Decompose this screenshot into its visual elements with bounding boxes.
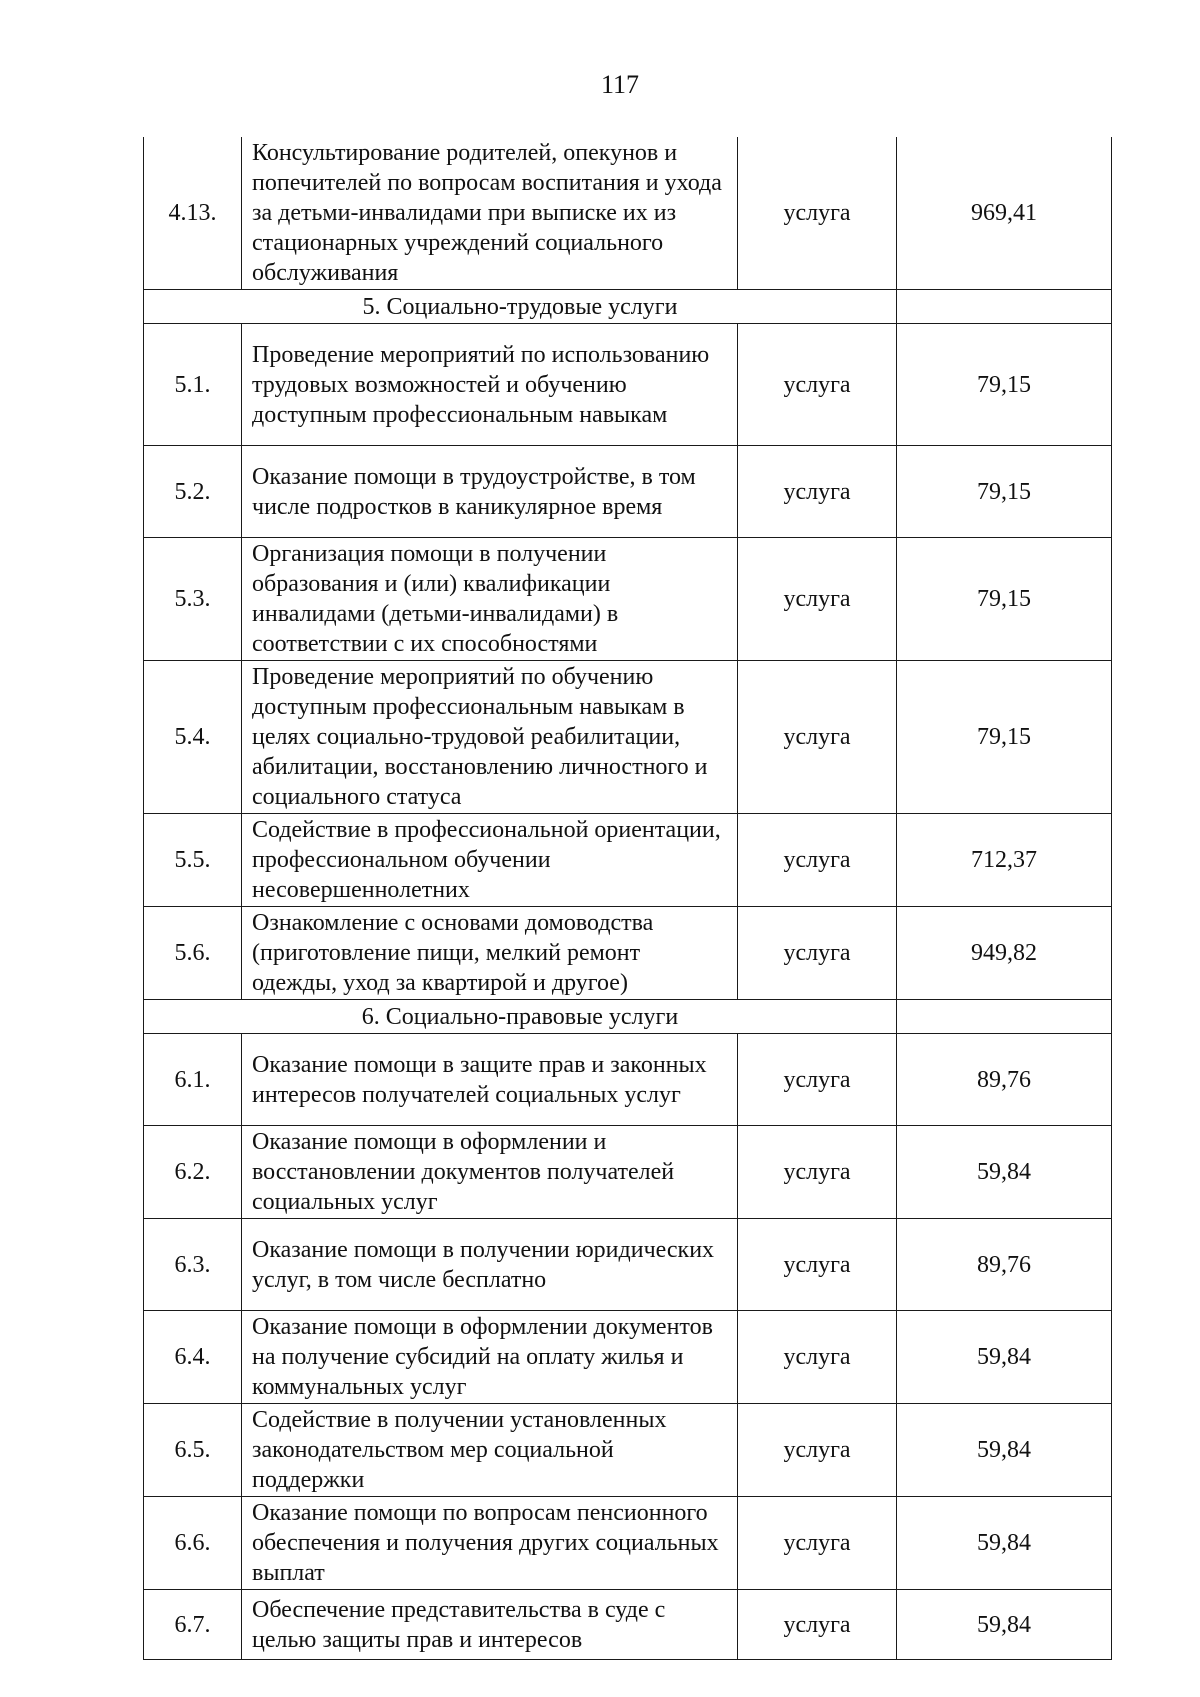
table-row bbox=[144, 1126, 1112, 1219]
service-price: 79,15 bbox=[897, 446, 1112, 538]
services-price-table bbox=[143, 137, 1112, 1660]
unit-of-measure: услуга bbox=[738, 1497, 897, 1590]
table-row bbox=[144, 1404, 1112, 1497]
service-price: 59,84 bbox=[897, 1590, 1112, 1660]
table-row bbox=[144, 137, 1112, 290]
service-price: 712,37 bbox=[897, 814, 1112, 907]
service-name: Оказание помощи в оформлении и восстановлении документов получателей социальных услуг bbox=[242, 1126, 738, 1219]
service-name: Проведение мероприятий по обучению доступным профессиональным навыкам в целях социально-трудовой реабилитации, абилитации, восстановлению личностного и социального статуса bbox=[242, 661, 738, 814]
row-number: 5.4. bbox=[144, 661, 242, 814]
row-number: 5.2. bbox=[144, 446, 242, 538]
table-row bbox=[144, 446, 1112, 538]
service-price: 89,76 bbox=[897, 1034, 1112, 1126]
table-row bbox=[144, 1590, 1112, 1660]
service-price: 59,84 bbox=[897, 1126, 1112, 1219]
service-name: Содействие в получении установленных законодательством мер социальной поддержки bbox=[242, 1404, 738, 1497]
service-name: Содействие в профессиональной ориентации, профессиональном обучении несовершеннолетних bbox=[242, 814, 738, 907]
row-number: 6.6. bbox=[144, 1497, 242, 1590]
row-number: 6.2. bbox=[144, 1126, 242, 1219]
row-number: 6.4. bbox=[144, 1311, 242, 1404]
section-empty-cell bbox=[897, 1000, 1112, 1034]
row-number: 5.6. bbox=[144, 907, 242, 1000]
unit-of-measure: услуга bbox=[738, 1590, 897, 1660]
section-title: 5. Социально-трудовые услуги bbox=[144, 290, 897, 324]
table-row bbox=[144, 1034, 1112, 1126]
table-row bbox=[144, 538, 1112, 661]
row-number: 6.1. bbox=[144, 1034, 242, 1126]
page-number: 117 bbox=[600, 70, 640, 99]
unit-of-measure: услуга bbox=[738, 814, 897, 907]
service-price: 949,82 bbox=[897, 907, 1112, 1000]
service-price: 79,15 bbox=[897, 538, 1112, 661]
table-row bbox=[144, 907, 1112, 1000]
service-price: 59,84 bbox=[897, 1311, 1112, 1404]
service-name: Проведение мероприятий по использованию трудовых возможностей и обучению доступным профессиональным навыкам bbox=[242, 324, 738, 446]
section-empty-cell bbox=[897, 290, 1112, 324]
section-title: 6. Социально-правовые услуги bbox=[144, 1000, 897, 1034]
service-name: Организация помощи в получении образования и (или) квалификации инвалидами (детьми-инвалидами) в соответствии с их способностями bbox=[242, 538, 738, 661]
unit-of-measure: услуга bbox=[738, 1404, 897, 1497]
unit-of-measure: услуга bbox=[738, 538, 897, 661]
row-number: 6.7. bbox=[144, 1590, 242, 1660]
table-row bbox=[144, 1497, 1112, 1590]
row-number: 5.5. bbox=[144, 814, 242, 907]
unit-of-measure: услуга bbox=[738, 324, 897, 446]
table-row bbox=[144, 814, 1112, 907]
service-name: Ознакомление с основами домоводства (приготовление пищи, мелкий ремонт одежды, уход за квартирой и другое) bbox=[242, 907, 738, 1000]
row-number: 6.3. bbox=[144, 1219, 242, 1311]
service-price: 89,76 bbox=[897, 1219, 1112, 1311]
unit-of-measure: услуга bbox=[738, 1126, 897, 1219]
unit-of-measure: услуга bbox=[738, 137, 897, 290]
service-name: Обеспечение представительства в суде с целью защиты прав и интересов bbox=[242, 1590, 738, 1660]
service-name: Оказание помощи в защите прав и законных интересов получателей социальных услуг bbox=[242, 1034, 738, 1126]
table-row bbox=[144, 1311, 1112, 1404]
unit-of-measure: услуга bbox=[738, 661, 897, 814]
service-price: 79,15 bbox=[897, 661, 1112, 814]
section-header-row bbox=[144, 290, 1112, 324]
table-row bbox=[144, 1219, 1112, 1311]
service-price: 59,84 bbox=[897, 1404, 1112, 1497]
service-name: Оказание помощи в трудоустройстве, в том числе подростков в каникулярное время bbox=[242, 446, 738, 538]
table-row bbox=[144, 324, 1112, 446]
service-name: Консультирование родителей, опекунов и попечителей по вопросам воспитания и ухода за детьми-инвалидами при выписке их из стационарных учреждений социального обслуживания bbox=[242, 137, 738, 290]
service-price: 969,41 bbox=[897, 137, 1112, 290]
unit-of-measure: услуга bbox=[738, 446, 897, 538]
unit-of-measure: услуга bbox=[738, 1219, 897, 1311]
section-header-row bbox=[144, 1000, 1112, 1034]
service-name: Оказание помощи по вопросам пенсионного обеспечения и получения других социальных выплат bbox=[242, 1497, 738, 1590]
row-number: 5.1. bbox=[144, 324, 242, 446]
unit-of-measure: услуга bbox=[738, 1311, 897, 1404]
service-name: Оказание помощи в получении юридических услуг, в том числе бесплатно bbox=[242, 1219, 738, 1311]
unit-of-measure: услуга bbox=[738, 1034, 897, 1126]
service-name: Оказание помощи в оформлении документов на получение субсидий на оплату жилья и коммунальных услуг bbox=[242, 1311, 738, 1404]
service-price: 79,15 bbox=[897, 324, 1112, 446]
service-price: 59,84 bbox=[897, 1497, 1112, 1590]
row-number: 4.13. bbox=[144, 137, 242, 290]
row-number: 6.5. bbox=[144, 1404, 242, 1497]
unit-of-measure: услуга bbox=[738, 907, 897, 1000]
table-row bbox=[144, 661, 1112, 814]
row-number: 5.3. bbox=[144, 538, 242, 661]
